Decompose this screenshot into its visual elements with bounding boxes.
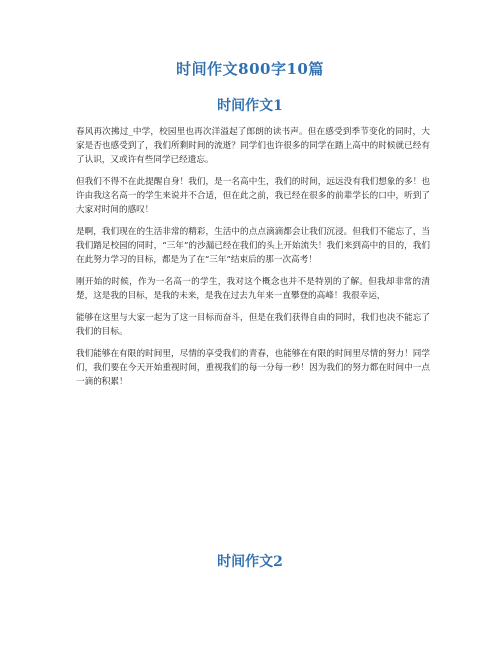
section-heading-2: 时间作文2 [217,554,283,570]
paragraph: 能够在这里与大家一起为了这一目标而奋斗，但是在我们获得自由的同时，我们也决不能忘了我们的目标。 [76,313,430,337]
paragraph: 刚开始的时候，作为一名高一的学生，我对这个概念也并不是特别的了解。但我却非常的清楚，这是我的目标，是我的未来，是我在过去九年来一直攀登的高峰！我很幸运， [76,277,430,301]
paragraph: 春风再次拂过_中学，校园里也再次洋溢起了郎朗的读书声。但在感受到季节变化的同时，大家是否也感受到了，我们所剩时间的流逝？同学们也许很多的同学在踏上高中的时候就已经有了认识，又或许有些同学已经遗忘。 [76,127,430,165]
section-1-body [76,125,430,397]
paragraph: 是啊，我们现在的生活非常的精彩，生活中的点点滴滴都会让我们沉浸。但我们不能忘了，当我们踏足校园的同时，“三年”的沙漏已经在我们的头上开始流失！我们来到高中的目的，我们在此努力学习的目标，都是为了在“三年”结束后的那一次高考！ [76,227,430,265]
document-title: 时间作文800字10篇 [176,60,324,78]
section-heading-1: 时间作文1 [217,98,283,114]
paragraph: 我们能够在有限的时间里，尽情的享受我们的青春，也能够在有限的时间里尽情的努力！同学们，我们要在今天开始重视时间，重视我们的每一分每一秒！因为我们的努力都在时间中一点一滴的积累！ [76,349,430,387]
paragraph: 但我们不得不在此提醒自身！我们，是一名高中生，我们的时间，远远没有我们想象的多！也许由我这名高一的学生来说并不合适，但在此之前，我已经在很多的前辈学长的口中，听到了大家对时间的感叹！ [76,177,430,215]
